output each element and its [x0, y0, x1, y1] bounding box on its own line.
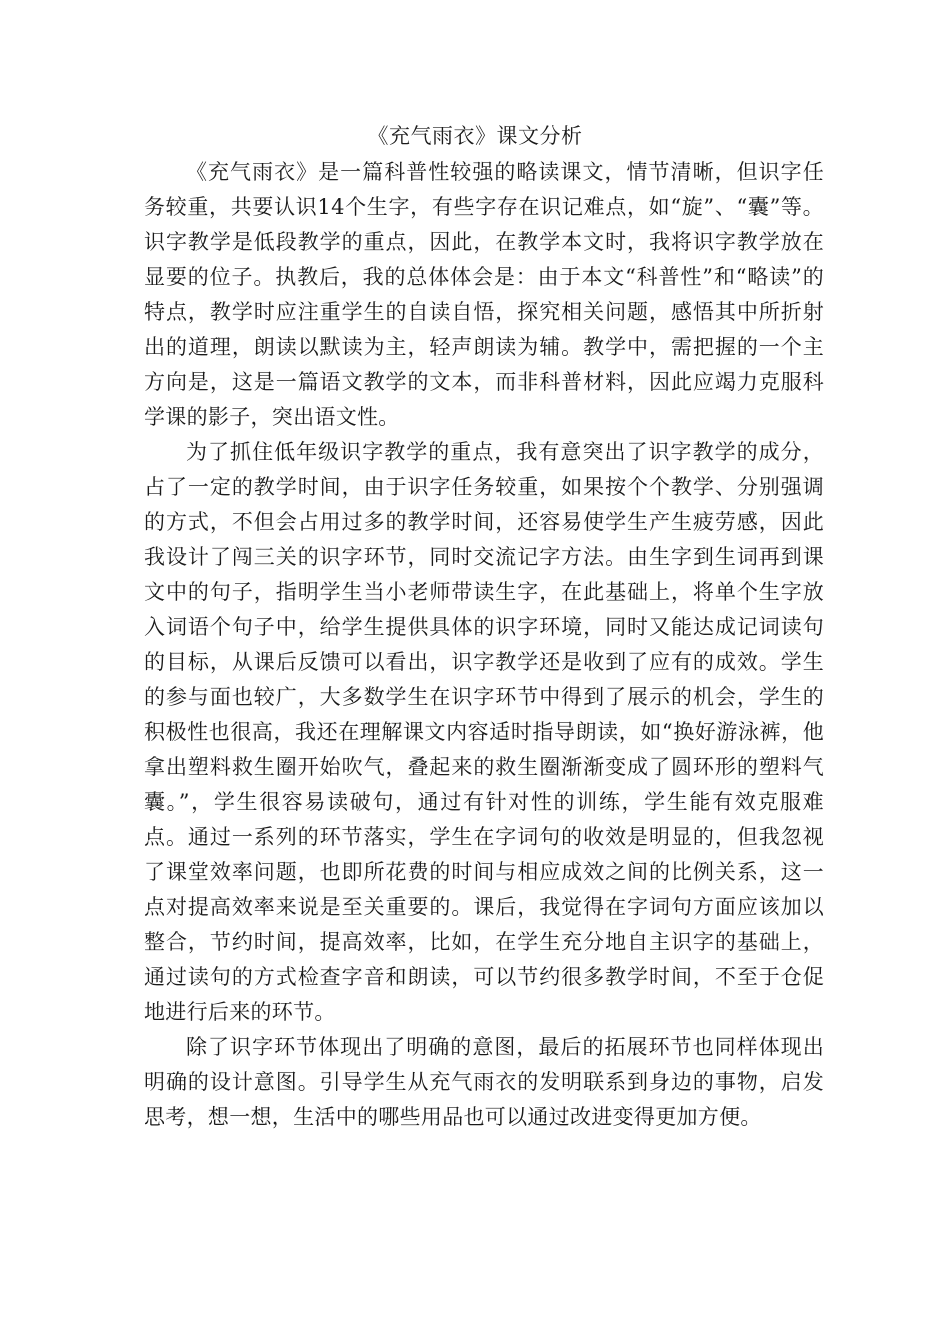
document-title: 《充气雨衣》课文分析 [367, 124, 583, 148]
paragraph-1: 《充气雨衣》是一篇科普性较强的略读课文，情节清晰，但识字任务较重，共要认识14个生字，有些字存在识记难点，如“旋”、“囊”等。识字教学是低段教学的重点，因此，在教学本文时，我将识字教学放在显要的位子。执教后，我的总体体会是：由于本文“科普性”和“略读”的特点，教学时应注重学生的自读自悟，探究相关问题，感悟其中所折射出的道理，朗读以默读为主，轻声朗读为辅。教学中，需把握的一个主方向是，这是一篇语文教学的文本，而非科普材料，因此应竭力克服科学课的影子，突出语文性。 [144, 160, 824, 429]
paragraph-2: 为了抓住低年级识字教学的重点，我有意突出了识字教学的成分，占了一定的教学时间，由于识字任务较重，如果按个个教学、分别强调的方式，不但会占用过多的教学时间，还容易使学生产生疲劳感，因此我设计了闯三关的识字环节，同时交流记字方法。由生字到生词再到课文中的句子，指明学生当小老师带读生字，在此基础上，将单个生字放入词语个句子中，给学生提供具体的识字环境，同时又能达成记词读句的目标，从课后反馈可以看出，识字教学还是收到了应有的成效。学生的参与面也较广，大多数学生在识字环节中得到了展示的机会，学生的积极性也很高，我还在理解课文内容适时指导朗读，如“换好游泳裤，他拿出塑料救生圈开始吹气，叠起来的救生圈渐渐变成了圆环形的塑料气囊。”，学生很容易读破句，通过有针对性的训练，学生能有效克服难点。通过一系列的环节落实，学生在字词句的收效是明显的，但我忽视了课堂效率问题，也即所花费的时间与相应成效之间的比例关系，这一点对提高效率来说是至关重要的。课后，我觉得在字词句方面应该加以整合，节约时间，提高效率，比如，在学生充分地自主识字的基础上，通过读句的方式检查字音和朗读，可以节约很多教学时间，不至于仓促地进行后来的环节。 [144, 440, 824, 1024]
document-body [144, 155, 824, 1135]
paragraph-3: 除了识字环节体现出了明确的意图，最后的拓展环节也同样体现出明确的设计意图。引导学生从充气雨衣的发明联系到身边的事物，启发思考，想一想，生活中的哪些用品也可以通过改进变得更加方便。 [144, 1035, 824, 1129]
